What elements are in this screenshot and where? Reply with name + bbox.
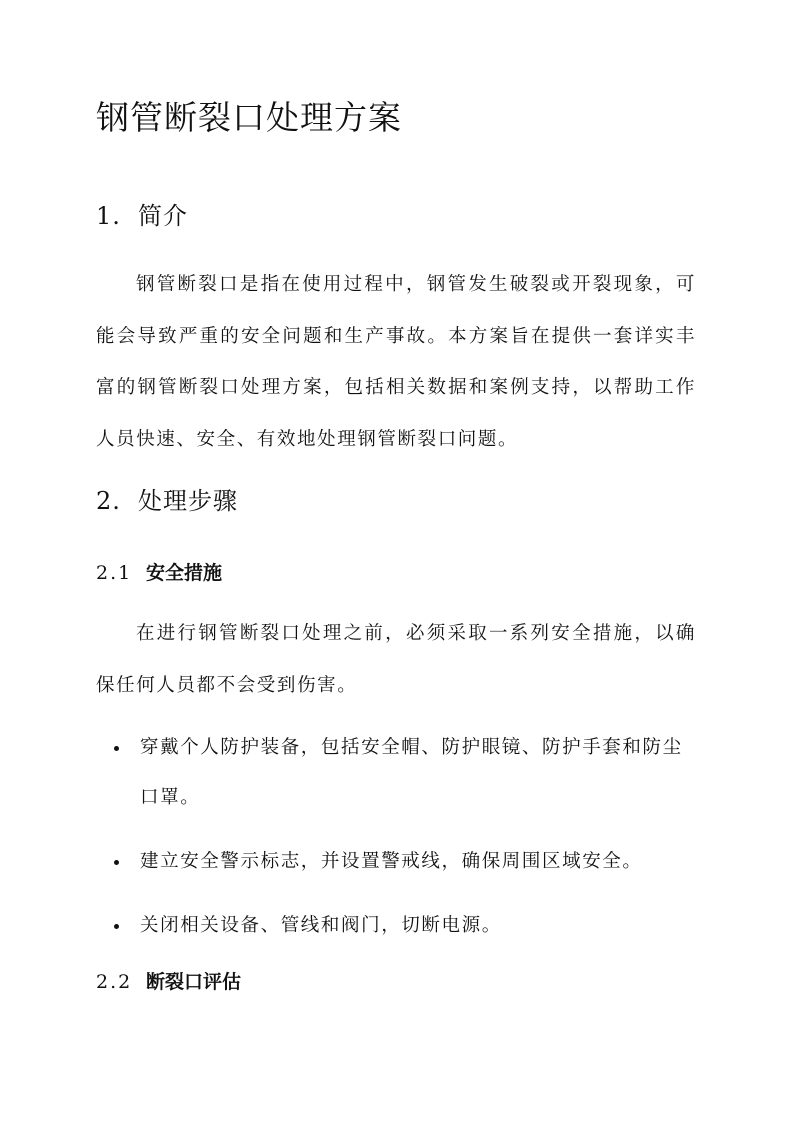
subsection-number: 2.1 (96, 562, 133, 584)
list-item-text: 穿戴个人防护装备，包括安全帽、防护眼镜、防护手套和防尘口罩。 (140, 737, 683, 808)
subsection-heading-assessment (96, 967, 241, 994)
section-heading-steps (96, 481, 238, 516)
subsection-title: 安全措施 (146, 562, 223, 584)
bullet-icon (114, 924, 119, 929)
bullet-icon (114, 860, 119, 865)
list-item (96, 837, 700, 887)
list-item (96, 723, 700, 823)
section-title: 处理步骤 (138, 487, 238, 515)
section-number: 1. (96, 202, 121, 230)
list-item (96, 901, 700, 951)
subsection-heading-safety (96, 558, 222, 585)
safety-bullet-list (96, 723, 700, 965)
intro-paragraph: 钢管断裂口是指在使用过程中，钢管发生破裂或开裂现象，可能会导致严重的安全问题和生产事故。本方案旨在提供一套详实丰富的钢管断裂口处理方案，包括相关数据和案例支持，以帮助工作人员快速、安全、有效地处理钢管断裂口问题。 (96, 274, 696, 450)
subsection-number: 2.2 (96, 971, 133, 993)
safety-paragraph: 在进行钢管断裂口处理之前，必须采取一系列安全措施，以确保任何人员都不会受到伤害。 (96, 623, 696, 696)
section-heading-intro (96, 196, 188, 231)
document-title: 钢管断裂口处理方案 (96, 98, 402, 137)
bullet-icon (114, 746, 119, 751)
section-title: 简介 (138, 202, 188, 230)
list-item-text: 关闭相关设备、管线和阀门，切断电源。 (140, 915, 502, 936)
subsection-title: 断裂口评估 (146, 971, 242, 993)
section-number: 2. (96, 487, 121, 515)
list-item-text: 建立安全警示标志，并设置警戒线，确保周围区域安全。 (140, 851, 643, 872)
